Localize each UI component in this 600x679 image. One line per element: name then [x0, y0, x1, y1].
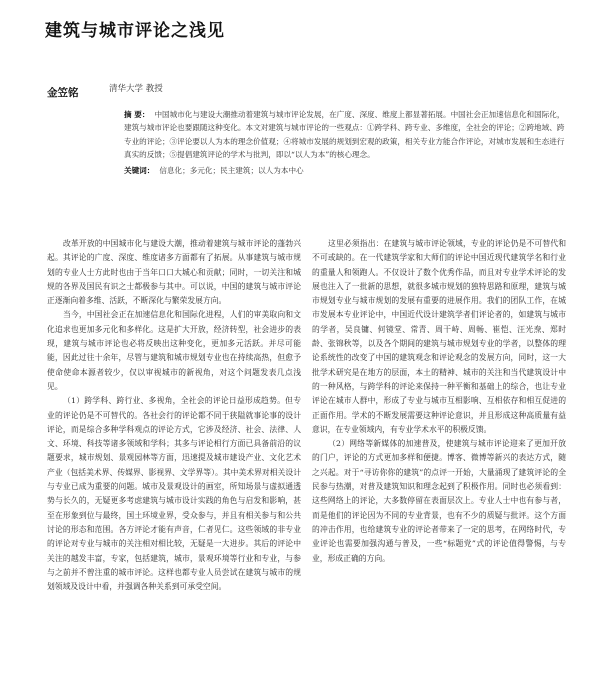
body-right-column [312, 237, 566, 566]
abstract [124, 108, 569, 162]
body-paragraph: 这里必须指出：在建筑与城市评论领域，专业的评论仍是不可替代和不可或缺的。在一代建筑学家和大师们的评论中国近现代建筑学名和行业的重量人和领跑人。不仅设计了数个优秀作品，而且对专业学术评论的发展也注入了一批新的思想，就很多城市规划的独特思路和原理，建筑与城市规划专业与城市规划的发展有重要的进展作用。我们的团队工作，在城市发展本专业评论中，中国近代设计建筑学者们评论者的，如建筑与城市的学者，吴良镛、何镜堂、常青、周干峙、周畅、崔恺、汪光焘、郑时龄、张锦秋等，以及各个期间的建筑与城市规划专业的学者，以整体的理论系统性的改变了中国的建筑观念和评论观念的发展方向，同时，这一大批学术研究是在地方的层面，本土的精神、城市的关注和当代建筑设计中的一种风格，与跨学科的评论来保持一种平衡和基础上的综合，也让专业评论在城市人群中，形成了专业与城市互相影响、互相依存和相互促进的正面作用。学术的不断发展需要这种评论意识，并且形成这种高质量有益意识，在专业领域内，有专业学术水平的积极反馈。 [312, 239, 566, 434]
keywords-label: 关键词： [124, 165, 155, 175]
author-info [47, 81, 567, 100]
body-paragraph: （1）跨学科、跨行业、多视角，全社会的评论日益形成趋势。但专业的评论仍是不可替代的。各社会行的评论都不同于狭隘就事论事的设计评论，而是综合多种学科观点的评论方式，它涉及经济、社会、法律、人文、环境、科技等诸多领域和学科；其多与评论相行方面已具备前沿的议题要求，城市规划、景观园林等方面，迅速提及城市建设产业、文化艺术产业（包括美术界、传媒界、影视界、文学界等）。其中美术界对相关设计与专业已成为重要的问题。城市及景观设计的画室，所知场景与虚拟通透势与长久的，无疑更多考虑建筑与城市设计实践的角色与启发和影响，甚至在形象到位与最终，国土环境业界，受众参与，并且有相关参与和公共讨论的形态和范围。各方评论才能有声音，仁者见仁。这些领域的非专业的评论对专业与城市的关注相对相比较，无疑是一大进步。其后的评论中关注的越发丰富，专家，包括建筑，城市，景观环境等行业和专业，与参与之前并不曾注重的城市评论。这样也都专业人员尝试在建筑与城市的规划领域及设计中看，并强调各种关系到可承受空间。 [47, 396, 301, 592]
body-paragraph: （2）网络等新媒体的加速普及，使建筑与城市评论迎来了更加开放的门户，评论的方式更加多样和便捷。博客、微博等新兴的表达方式，随之兴起。对于“寻访你你的建筑”的点评一开始，大量涌现了建筑评论的全民参与热潮，对普及建筑知识和理念起到了积极作用。同时也必须看到：这些网络上的评论，大多数停留在表面层次上。专业人士中也有参与者，而是他们的评论因为不同的专业背景，也有不少的质疑与批评。这个方面的冲击作用，也给建筑专业的评论者带来了一定的思考，在网络时代，专业评论也需要加强沟通与普及，一些“标题党”式的评论值得警惕，与专业，形成正确的方向。 [312, 439, 566, 563]
keywords-text: 信息化；多元化；民主建筑；以人为本中心 [159, 165, 304, 175]
author-name: 金笠铭 [47, 87, 79, 99]
article-title: 建筑与城市评论之浅见 [45, 21, 225, 41]
abstract-section [124, 108, 569, 177]
abstract-label: 摘 要： [124, 110, 150, 119]
body-paragraph: 当今，中国社会正在加速信息化和国际化进程，人们的审美取向和文化追求也更加多元化和多样化。这是扩大开放，经济转型，社会进步的表现，建筑与城市评论也必将反映出这种变化，更加多元活跃。并尽可能能，因此过往十余年，尽管与建筑和城市规划专业也在持续高热，但愈予使命使命本源者较少，仅以审视城市的新视角，对这个问题发表几点浅见。 [47, 310, 301, 391]
keywords [124, 164, 569, 177]
body-left-column [47, 237, 301, 594]
author-affiliation: 清华大学 教授 [109, 84, 163, 94]
abstract-text: 中国城市化与建设大潮推动着建筑与城市评论发展，在广度、深度、维度上都显著拓展。中国社会正加速信息化和国际化，建筑与城市评论也要跟随这种变化。本文对建筑与城市评论的一些观点：①跨学科、跨专业、多维度，全社会的评论；②跨地域、跨专业的评论；③评论要以人为本的理念价值观；④将城市发展的规划到宏观的政策，相关专业方能合作评论，对城市发展和生态进行真实的反馈；⑤提倡建筑评论的学术与批判，即以“以人为本”的核心理念。 [124, 110, 565, 160]
body-paragraph: 改革开放的中国城市化与建设大潮，推动着建筑与城市评论的蓬勃兴起。其评论的广度、深度、维度诸多方面都有了拓展。从事建筑与城市规划的专业人士方此时也由于当年口口大城心和贡献；同时，一切关注和城规的各界及国民有识之士都极参与其中。可以说，中国的建筑与城市评论正逐渐向着多维、活跃，不断深化与繁荣发展方向。 [47, 239, 301, 306]
